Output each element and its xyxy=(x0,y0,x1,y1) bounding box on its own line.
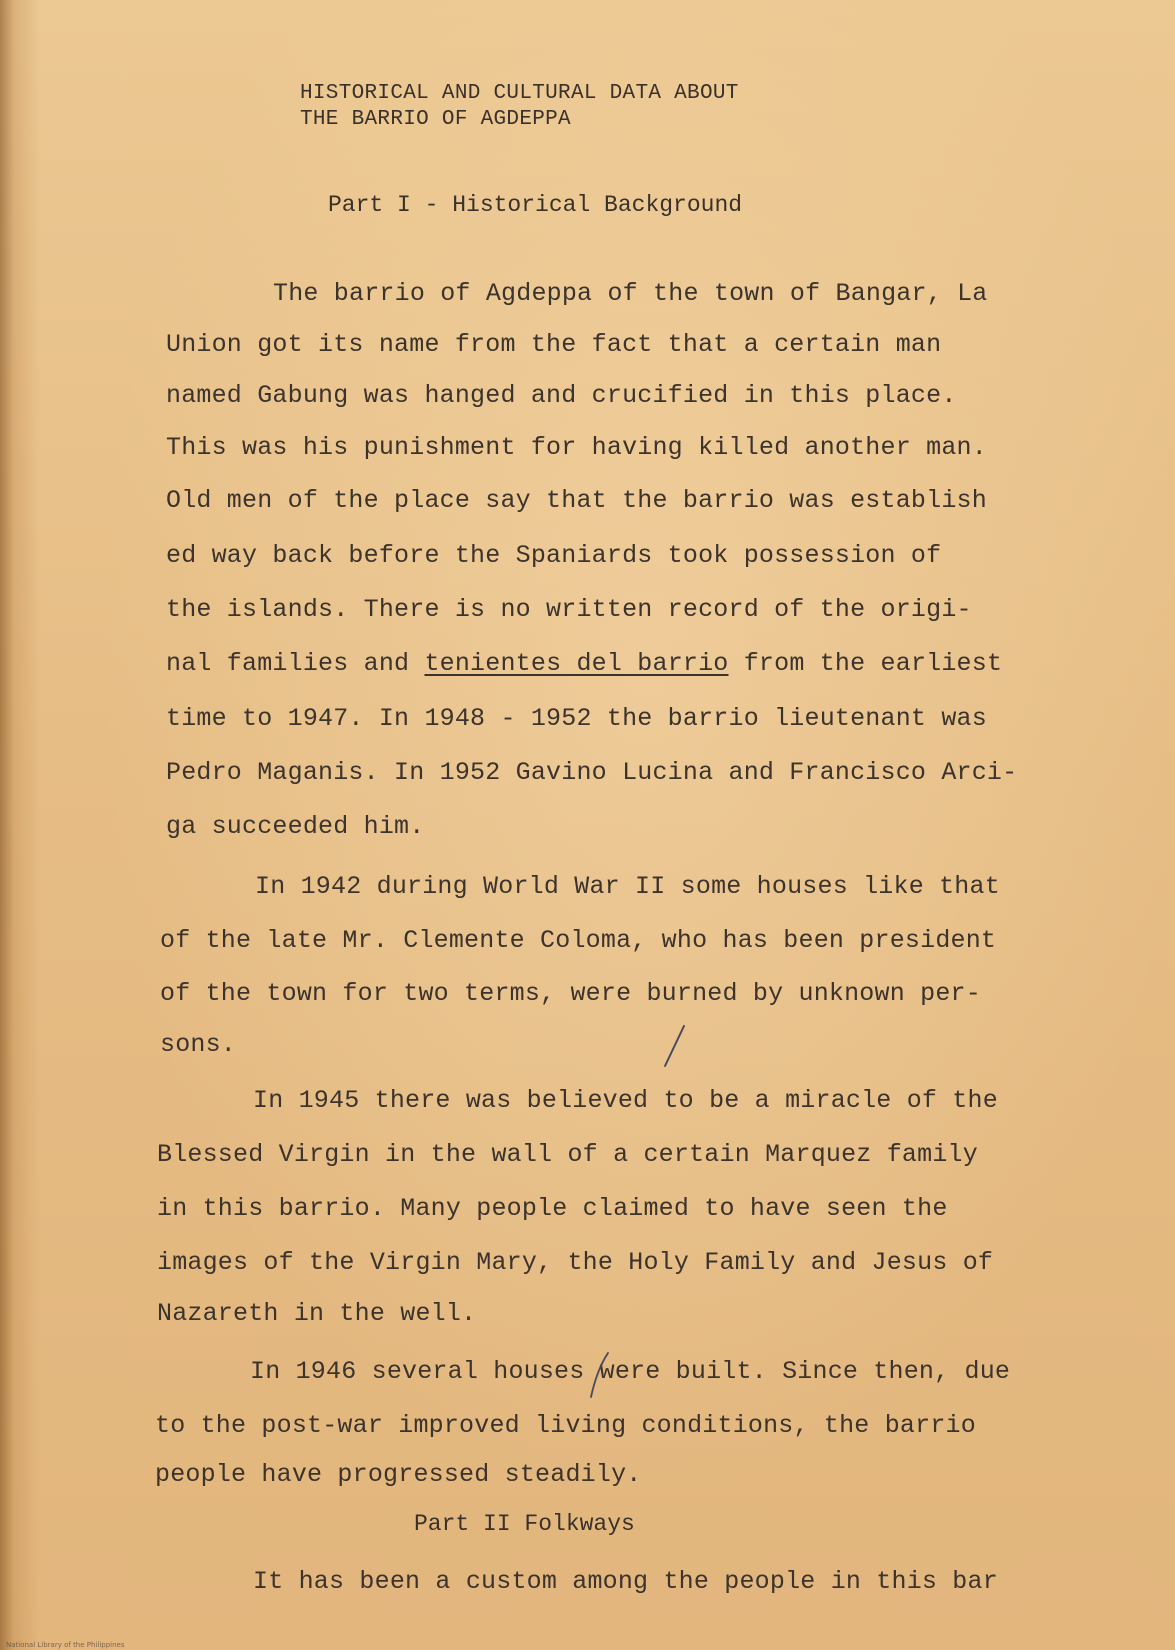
paragraph-1-line-8-end: from the earliest xyxy=(728,649,1003,678)
paragraph-1-line-11: ga succeeded him. xyxy=(166,812,425,841)
paragraph-4-line-3: people have progressed steadily. xyxy=(155,1460,642,1489)
paragraph-1-line-3: named Gabung was hanged and crucified in this place. xyxy=(166,381,957,410)
paragraph-4-line-2: to the post-war improved living conditions, the barrio xyxy=(155,1411,976,1440)
paragraph-1-line-6: ed way back before the Spaniards took possession of xyxy=(166,541,942,570)
paragraph-3-line-2: Blessed Virgin in the wall of a certain Marquez family xyxy=(157,1140,978,1169)
paragraph-5-line-1: It has been a custom among the people in this bar xyxy=(253,1567,998,1596)
paragraph-3-line-3: in this barrio. Many people claimed to have seen the xyxy=(157,1194,948,1223)
paragraph-1-line-4: This was his punishment for having killed another man. xyxy=(166,433,987,462)
paragraph-2-line-2: of the late Mr. Clemente Coloma, who has been president xyxy=(160,926,997,955)
paragraph-1-line-9: time to 1947. In 1948 - 1952 the barrio lieutenant was xyxy=(166,704,987,733)
paragraph-1-line-2: Union got its name from the fact that a certain man xyxy=(166,330,942,359)
paragraph-1-line-7: the islands. There is no written record of the origi- xyxy=(166,595,972,624)
tenientes-del-barrio-underlined: tenientes del barrio xyxy=(424,649,729,678)
paragraph-3-line-5: Nazareth in the well. xyxy=(157,1299,477,1328)
document-title-line-2: THE BARRIO OF AGDEPPA xyxy=(300,108,571,131)
paragraph-4-line-1: In 1946 several houses were built. Since then, due xyxy=(250,1357,1011,1386)
paragraph-1-line-10: Pedro Maganis. In 1952 Gavino Lucina and Francisco Arci- xyxy=(166,758,1018,787)
paragraph-1-line-1: The barrio of Agdeppa of the town of Bangar, La xyxy=(273,279,988,308)
paragraph-2-line-3: of the town for two terms, were burned by unknown per- xyxy=(160,979,981,1008)
paragraph-2-line-1: In 1942 during World War II some houses like that xyxy=(255,872,1000,901)
paragraph-2-line-4: sons. xyxy=(160,1030,237,1059)
paragraph-1-line-8-start: nal families and xyxy=(166,649,425,678)
part-1-heading: Part I - Historical Background xyxy=(328,192,743,218)
paragraph-1-line-8 xyxy=(166,649,1002,678)
part-2-heading: Part II Folkways xyxy=(414,1511,635,1537)
pencil-slash-mark-icon xyxy=(660,1023,688,1069)
paragraph-3-line-4: images of the Virgin Mary, the Holy Family and Jesus of xyxy=(157,1248,994,1277)
document-title-line-1: HISTORICAL AND CULTURAL DATA ABOUT xyxy=(300,82,739,105)
paragraph-3-line-1: In 1945 there was believed to be a miracle of the xyxy=(253,1086,998,1115)
scan-footer-text: National Library of the Philippines xyxy=(6,1641,125,1649)
paragraph-1-line-5: Old men of the place say that the barrio was establish xyxy=(166,486,987,515)
